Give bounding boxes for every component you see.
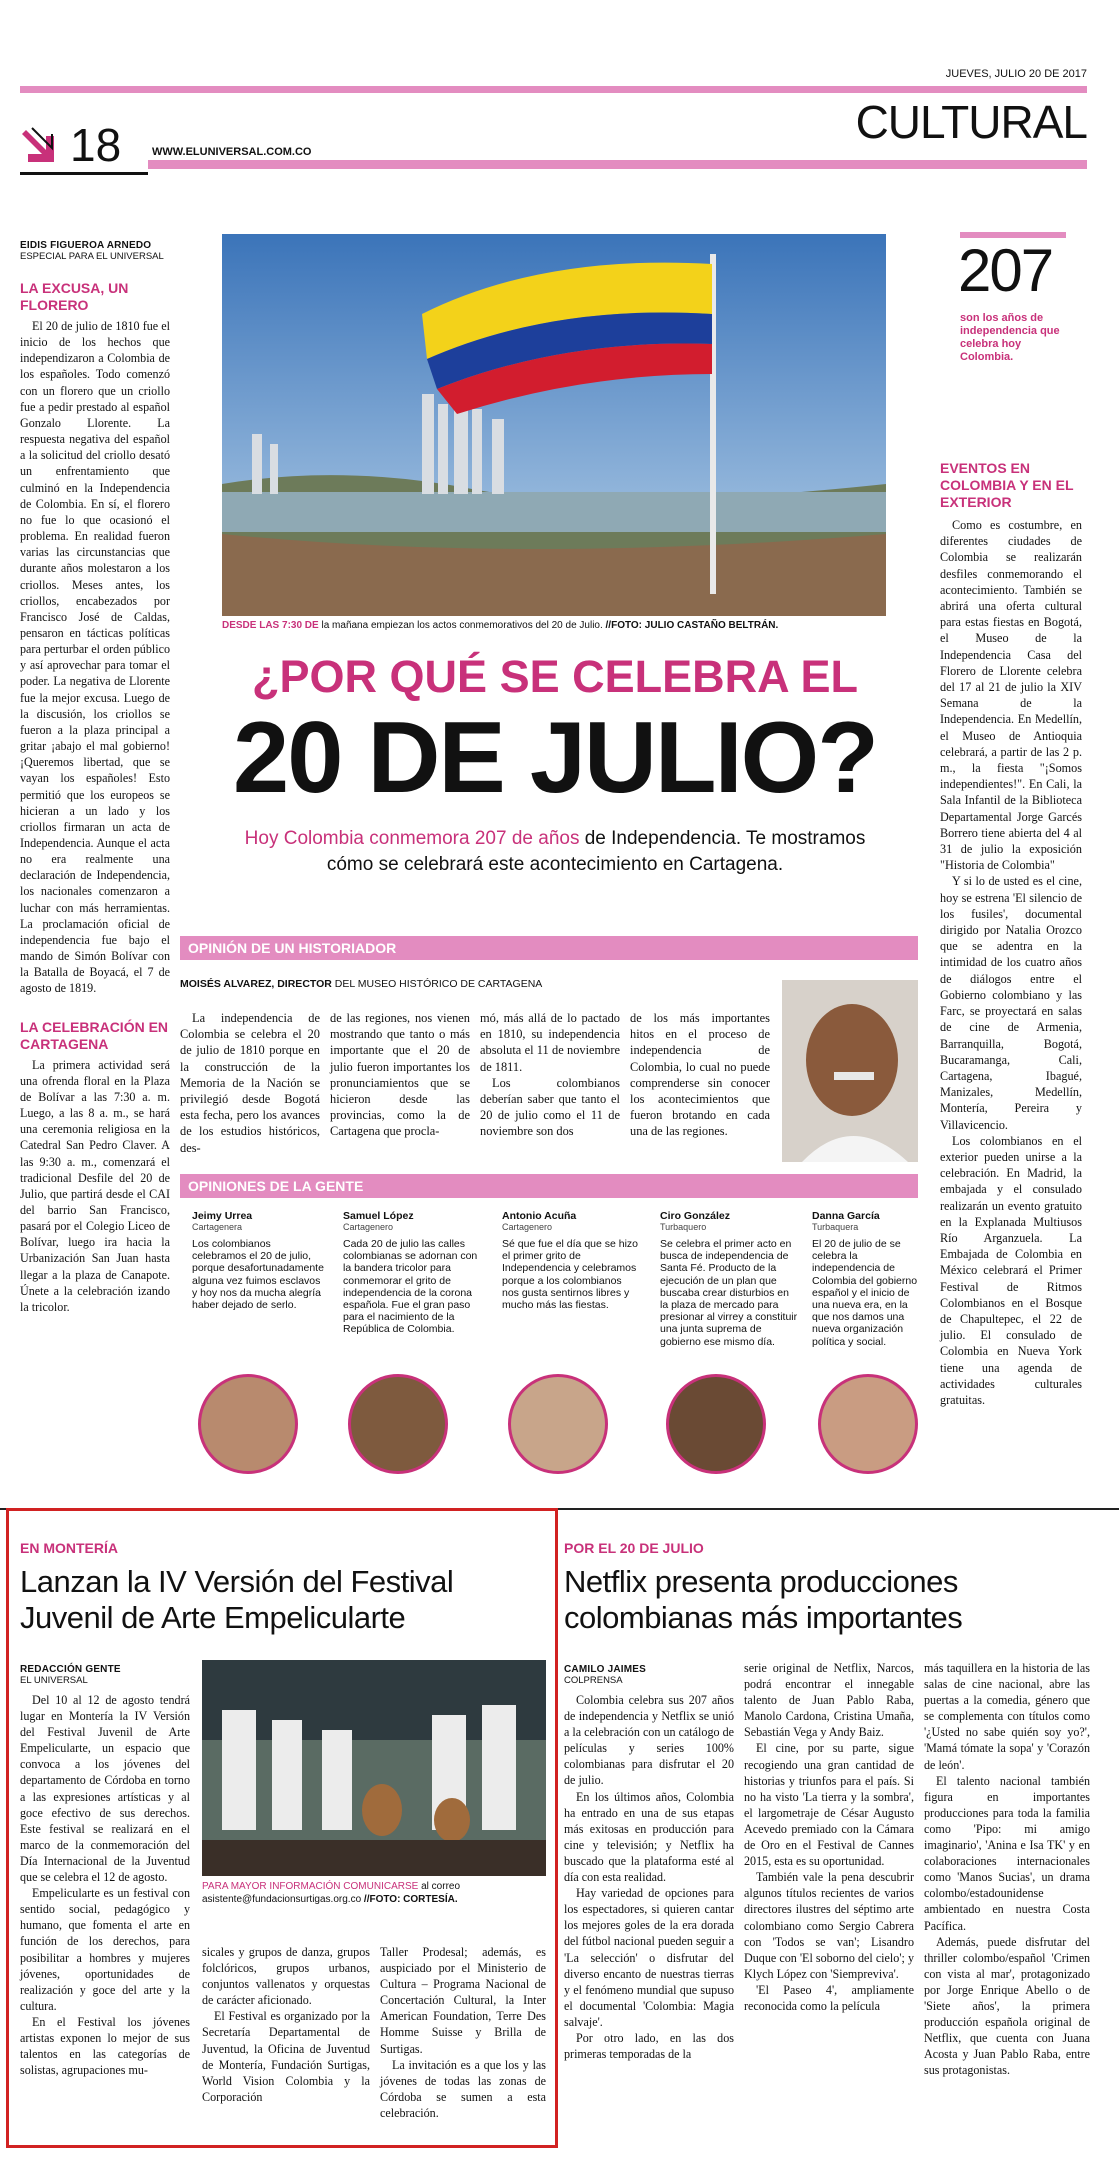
monteria-col2-p1: sicales y grupos de danza, grupos folclóricos, grupos urbanos, conjuntos vallenatos y orquestas de carácter aficionado. [202,1945,370,2008]
photo-caption [222,620,886,631]
monteria-byline [20,1664,121,1686]
monteria-byline-source: EL UNIVERSAL [20,1675,88,1686]
person-name: Samuel López [343,1210,414,1222]
page-number: 18 [70,119,122,171]
person-name: Danna García [812,1210,880,1222]
historian-col-1: La independencia de Colombia se celebra el 20 de julio de 1810 porque en la construcción de la Memoria de la Nación se privilegió desde Bogotá esta fecha, pero los avances de los estudios históricos, des- [180,1011,320,1155]
festival-caption-credit: //FOTO: CORTESÍA. [363,1894,458,1905]
monteria-title: Lanzan la IV Versión del Festival Juvenil de Arte Empelicularte [20,1564,454,1635]
person-card [343,1210,483,1336]
netflix-col1-p1: Colombia celebra sus 207 años de independencia y Netflix se unió a la celebración con un catálogo de películas y series 100% colombianas para disfrutar el 20 de julio. [564,1693,734,1788]
person-quote: Se celebra el primer acto en busca de independencia de Santa Fé. Producto de la ejecución de un plan que buscaba crear disturbios en la plaza de mercado para presionar al virrey a constituir una junta suprema de gobierno ese mismo día. [660,1238,798,1348]
section-title: CULTURAL [855,96,1087,148]
person-name: Antonio Acuña [502,1210,577,1222]
person-city: Turbaquera [812,1222,859,1232]
people-bar [180,1174,918,1198]
eventos-text-3: Los colombianos en el exterior pueden unirse a la celebración. En Madrid, la embajada y el consulado realizarán un evento gratuito en la Explanada Multiusos Río Arganzuela. La Embajada de Colombia en México celebrará el Primer Festival de Ritmos Colombianos en el Bosque de Chapultepec, el 22 de julio. El consulado de Colombia en Nueva York tiene una agenda de actividades culturales gratuitas. [940,1133,1082,1407]
netflix-col2-p2: El cine, por su parte, sigue recogiendo una gran cantidad de historias y triunfos para el país. Si no ha visto 'La tierra y la sombra', el largometraje de César Augusto Acevedo premiado con la Cámara de Oro en el Festival de Cannes 2015, esta es su oportunidad. [744,1741,914,1869]
deck-rest: de Independencia. Te mostramos [584,828,866,849]
monteria-kicker: EN MONTERÍA [20,1540,118,1556]
historian-role: DEL MUSEO HISTÓRICO DE CARTAGENA [334,978,543,990]
festival-photo-image [202,1660,546,1876]
monteria-col1-p2: Empelicularte es un festival con sentido social, pedagógico y humano, que fomenta el arte en función de los derechos, para posibilitar a hombres y mujeres jóvenes, oportunidades de realización y goce del arte y la cultura. [20,1886,190,2013]
person-city: Cartagenera [192,1222,243,1232]
historian-portrait [782,980,918,1162]
avatar [666,1374,766,1474]
eventos-text-2: Y si lo de usted es el cine, hoy se estrena 'El silencio de los fusiles', documental dirigido por Natalia Orozco que se adentra en la intimidad de los cuatro años de diálogos entre el Gobierno colombiano y las Farc, se proyectará en salas de cine de Armenia, Barranquilla, Bogotá, Bucaramanga, Cali, Cartagena, Ibagué, Manizales, Medellín, Montería, Pereira y Villavicencio. [940,874,1082,1132]
person-quote: Cada 20 de julio las calles colombianas se adornan con la bandera tricolor para conmemorar el grito de independencia de la corona española. Fue el gran paso para el nacimiento de la República de Colombia. [343,1238,478,1336]
historian-photo [782,980,918,1162]
headline-top: ¿POR QUÉ SE CELEBRA EL [252,651,858,702]
left-column [20,240,170,1315]
netflix-col1-p4: Por otro lado, en las dos primeras temporadas de la [564,2030,734,2062]
florero-text: El 20 de julio de 1810 fue el inicio de los hechos que independizaron a Colombia de los españoles. Todo comenzó con un florero que un criollo fue a pedir prestado al español Gonzalo Llorente. La respuesta negativa del español a la solicitud del criollo desató un enfrentamiento que culminó en la Independencia de Colombia. En sí, el florero no fue lo que ocasionó el problema. En realidad fueron varias las circunstancias que durante años molestaron a los criollos. Meses antes, los criollos, encabezados por Francisco José de Caldas, pensaron en tácticas políticas para perturbar el orden público y así aprovechar para tomar el poder. La negativa de Llorente fue la mejor excusa. Luego de la discusión, los criollos se fueron a la plaza principal a gritar ¡abajo el mal gobierno! ¡Queremos libertad, que se vayan los españoles! Esto permitió que los europeos se hicieran a un lado y los criollos firmaran un acta de Independencia. Aunque el acta no era realmente una declaración de Independencia, los nacionales comenzaron a luchar con más herramientas. La proclamación oficial de independencia fue bajo el mando de Simón Bolívar con la Batalla de Boyacá, el 7 de agosto de 1819. [20,319,170,996]
historian-col-2: de las regiones, nos vienen mostrando que tanto o más importante que el 20 de julio fueron importantes los pronunciamientos que se hicieron desde las provincias, como la de Cartagena que procla- [330,1011,470,1139]
avatar [508,1374,608,1474]
flag-photo [222,234,886,616]
byline-name: EIDIS FIGUEROA ARNEDO [20,240,152,251]
avatar [348,1374,448,1474]
person-card [660,1210,798,1348]
deck [196,826,914,878]
section-heading-eventos: EVENTOS EN COLOMBIA Y EN EL EXTERIOR [940,460,1074,510]
section-heading-florero: LA EXCUSA, UN FLORERO [20,280,129,313]
issue-date: JUEVES, JULIO 20 DE 2017 [945,68,1087,80]
person-card [192,1210,327,1311]
person-name: Ciro González [660,1210,731,1222]
people-bar-label: OPINIONES DE LA GENTE [188,1178,364,1194]
netflix-col3-p1: más taquillera en la historia de las salas de cine nacional, abre las puertas a la comedia, género que se complementa con títulos como '¿Usted no sabe quién soy yo?', 'Mamá tómate la sopa' y 'Corazón de león'. [924,1661,1090,1772]
person-quote: Los colombianos celebramos el 20 de julio, porque desafortunadamente alguna vez fuimos esclavos y hoy nos da mucha alegría haber dejado de serlo. [192,1238,324,1312]
deck-highlight: Hoy Colombia conmemora 207 de años [244,828,580,849]
netflix-col3-p3: Además, puede disfrutar del thriller colombo/español 'Crimen con vista al mar', protagonizado por Jorge Enrique Abello o de 'Siete años', la primera producción española original de Netflix, que cuenta con Juana Acosta y Juan Pablo Raba, entre sus protagonistas. [924,1934,1090,2078]
netflix-col2-p4: 'El Paseo 4', ampliamente reconocida como la película [744,1982,914,2013]
header-rule-top [20,86,1087,93]
person-city: Cartagenero [502,1222,553,1232]
avatar [198,1374,298,1474]
netflix-col1-p2: En los últimos años, Colombia ha entrado en una de sus etapas más exitosas en producción para cine y televisión; y Netflix ha buscado que la plataforma esté al día con esta realidad. [564,1789,734,1885]
photo-caption-text: la mañana empiezan los actos conmemorativos del 20 de Julio. [321,620,603,631]
right-column [940,460,1082,1408]
person-name: Jeimy Urrea [192,1210,253,1222]
netflix-kicker: POR EL 20 DE JULIO [564,1540,704,1556]
person-quote: Sé que fue el día que se hizo el primer grito de Independencia y celebramos porque a los colombianos nos gusta sentirnos libres y mucho más las fiestas. [502,1238,639,1312]
opinion-bar-label: OPINIÓN DE UN HISTORIADOR [188,940,397,956]
person-card [812,1210,924,1348]
festival-photo [202,1660,546,1876]
person-card [502,1210,640,1311]
eventos-text-1: Como es costumbre, en diferentes ciudades de Colombia se realizarán desfiles conmemorando el acontecimiento. También se abrirá una oferta cultural para estas fiestas en Bogotá, el Museo de la Independencia Casa del Florero de Llorente celebra del 17 al 21 de julio la XIV Semana de la Independencia. En Medellín, el Museo de Antioquia celebrará, a partir de las 2 p. m., la fiesta "¡Somos independientes!". En Cali, la Sala Infantil de la Biblioteca Departamental Jorge Garcés Borrero tiene abierta del 4 al 31 de julio la exposición "Historia de Colombia" [940,518,1082,873]
historian-name: MOISÉS ALVAREZ, DIRECTOR [180,978,332,990]
netflix-byline-name: CAMILO JAIMES [564,1664,647,1675]
historian-col-4: de los más importantes hitos en el proceso de independencia de Colombia, lo cual no puede comprenderse sin conocer los acontecimientos que fueron brotando en cada una de las regiones. [630,1011,770,1139]
monteria-col3-p1: Taller Prodesal; además, es auspiciado por el Ministerio de Cultura – Programa Nacional de Concertación Cultural, la Inter American Foundation, Terre Des Homme Suisse y Brilla de Surtigas. [380,1945,546,2056]
netflix-col3-p2: El talento nacional también figura en importantes producciones para toda la familia como 'Pipo: mi amigo imaginario', 'Anina e Isa TK' y en colaboraciones internacionales como 'Manos Sucias', un drama colombo/estadounidense ambientado en nuestra Costa Pacífica. [924,1773,1090,1933]
person-quote: El 20 de julio de se celebra la independencia de Colombia del gobierno español y el inicio de una nueva era, en la que nos damos una nueva organización política y social. [812,1238,918,1348]
festival-caption-text: al correo asistente@fundacionsurtigas.org.co [202,1881,461,1905]
opinion-bar [180,936,918,960]
person-city: Turbaquero [660,1222,707,1232]
arrow-down-right-icon [22,126,66,166]
site-url[interactable]: WWW.ELUNIVERSAL.COM.CO [152,146,312,158]
monteria-col3-p2: La invitación es a que los y las jóvenes de todas las zonas de Córdoba se sumen a esta celebración. [380,2057,546,2120]
avatar [818,1374,918,1474]
netflix-title: Netflix presenta producciones colombianas más importantes [564,1564,963,1635]
festival-caption [202,1880,546,1906]
photo-caption-lead: DESDE LAS 7:30 DE [222,620,319,631]
big-number: 207 [958,237,1053,304]
cartagena-text: La primera actividad será una ofrenda floral en la Plaza de Bolívar a las 7:30 a. m. Luego, a las 8 a. m., se hará una ceremonia religiosa en la Catedral San Pedro Claver. A las 9:30 a. m., comenzará el tradicional Desfile del 20 de Julio, que partirá desde el CAI del barrio San Francisco, pasará por el Colegio Liceo de Bolívar, luego ira hacia la Urbanización San Juan hasta llegar a la plaza de Canapote. Únete a la celebración izando la tricolor. [20,1057,170,1314]
netflix-col1-p3: Hay variedad de opciones para los espectadores, si quieren cantar los mejores goles de la era dorada del fútbol nacional pueden seguir a 'La selección' o disfrutar del diverso encanto de nuestras tierras y el fenómeno mundial que supuso el documental 'Colombia: Magia salvaje'. [564,1886,734,2029]
photo-credit: //FOTO: JULIO CASTAÑO BELTRÁN. [605,620,779,631]
monteria-col1-p1: Del 10 al 12 de agosto tendrá lugar en Montería la IV Versión del Festival Juvenil de Arte Empelicularte, un espacio que convoca a los jóvenes del departamento de Córdoba en torno a las expresiones artísticas y al goce efectivo de sus derechos. Este festival se realizará en el marco de la conmemoración del Día Internacional de la Juventud que se celebra el 12 de agosto. [20,1693,190,1885]
section-heading-cartagena: LA CELEBRACIÓN EN CARTAGENA [20,1018,169,1052]
monteria-col2-p2: El Festival es organizado por la Secretaría Departamental de Juventud, la Oficina de Juventud de Montería, Fundación Surtigas, World Vision Colombia y la Corporación [202,2009,370,2104]
netflix-col2-p3: También vale la pena descubrir algunos títulos recientes de varios directores ilustres del séptimo arte colombiano como Sergio Cabrera con 'Todos se van'; Lisandro Duque con 'El soborno del cielo'; y Klych López con 'Siempreviva'. [744,1870,914,1981]
person-city: Cartagenero [343,1222,394,1232]
netflix-byline [564,1664,646,1686]
historian-col-3b: Los colombianos deberían saber que tanto el 20 de julio como el 11 de noviembre son dos [480,1075,620,1139]
byline-role: ESPECIAL PARA EL UNIVERSAL [20,251,164,262]
deck-line2: cómo se celebrará este acontecimiento en Cartagena. [326,854,784,875]
monteria-col1-p3: En el Festival los jóvenes artistas exponen lo mejor de sus talentos en las categorías de solistas, agrupaciones mu- [20,2014,190,2078]
festival-caption-lead: PARA MAYOR INFORMACIÓN COMUNICARSE [202,1881,419,1892]
historian-col-3: mó, más allá de lo pactado en 1810, su independencia absoluta el 11 de noviembre de 1811. [480,1011,620,1074]
netflix-byline-source: COLPRENSA [564,1675,623,1686]
page-number-box [20,120,148,175]
monteria-byline-name: REDACCIÓN GENTE [20,1664,121,1675]
header-rule-bottom [148,160,1087,169]
number-caption: son los años de independencia que celebra hoy Colombia. [960,312,1060,363]
flag-photo-image [222,234,886,616]
netflix-col2-p1: serie original de Netflix, Narcos, podrá encontrar el innegable talento de Juan Pablo Raba, Manolo Cardona, Cristina Umaña, Sebastián Vega y Andy Baiz. [744,1661,914,1740]
historian-byline [180,978,542,990]
headline-bottom: 20 DE JULIO? [233,702,877,814]
